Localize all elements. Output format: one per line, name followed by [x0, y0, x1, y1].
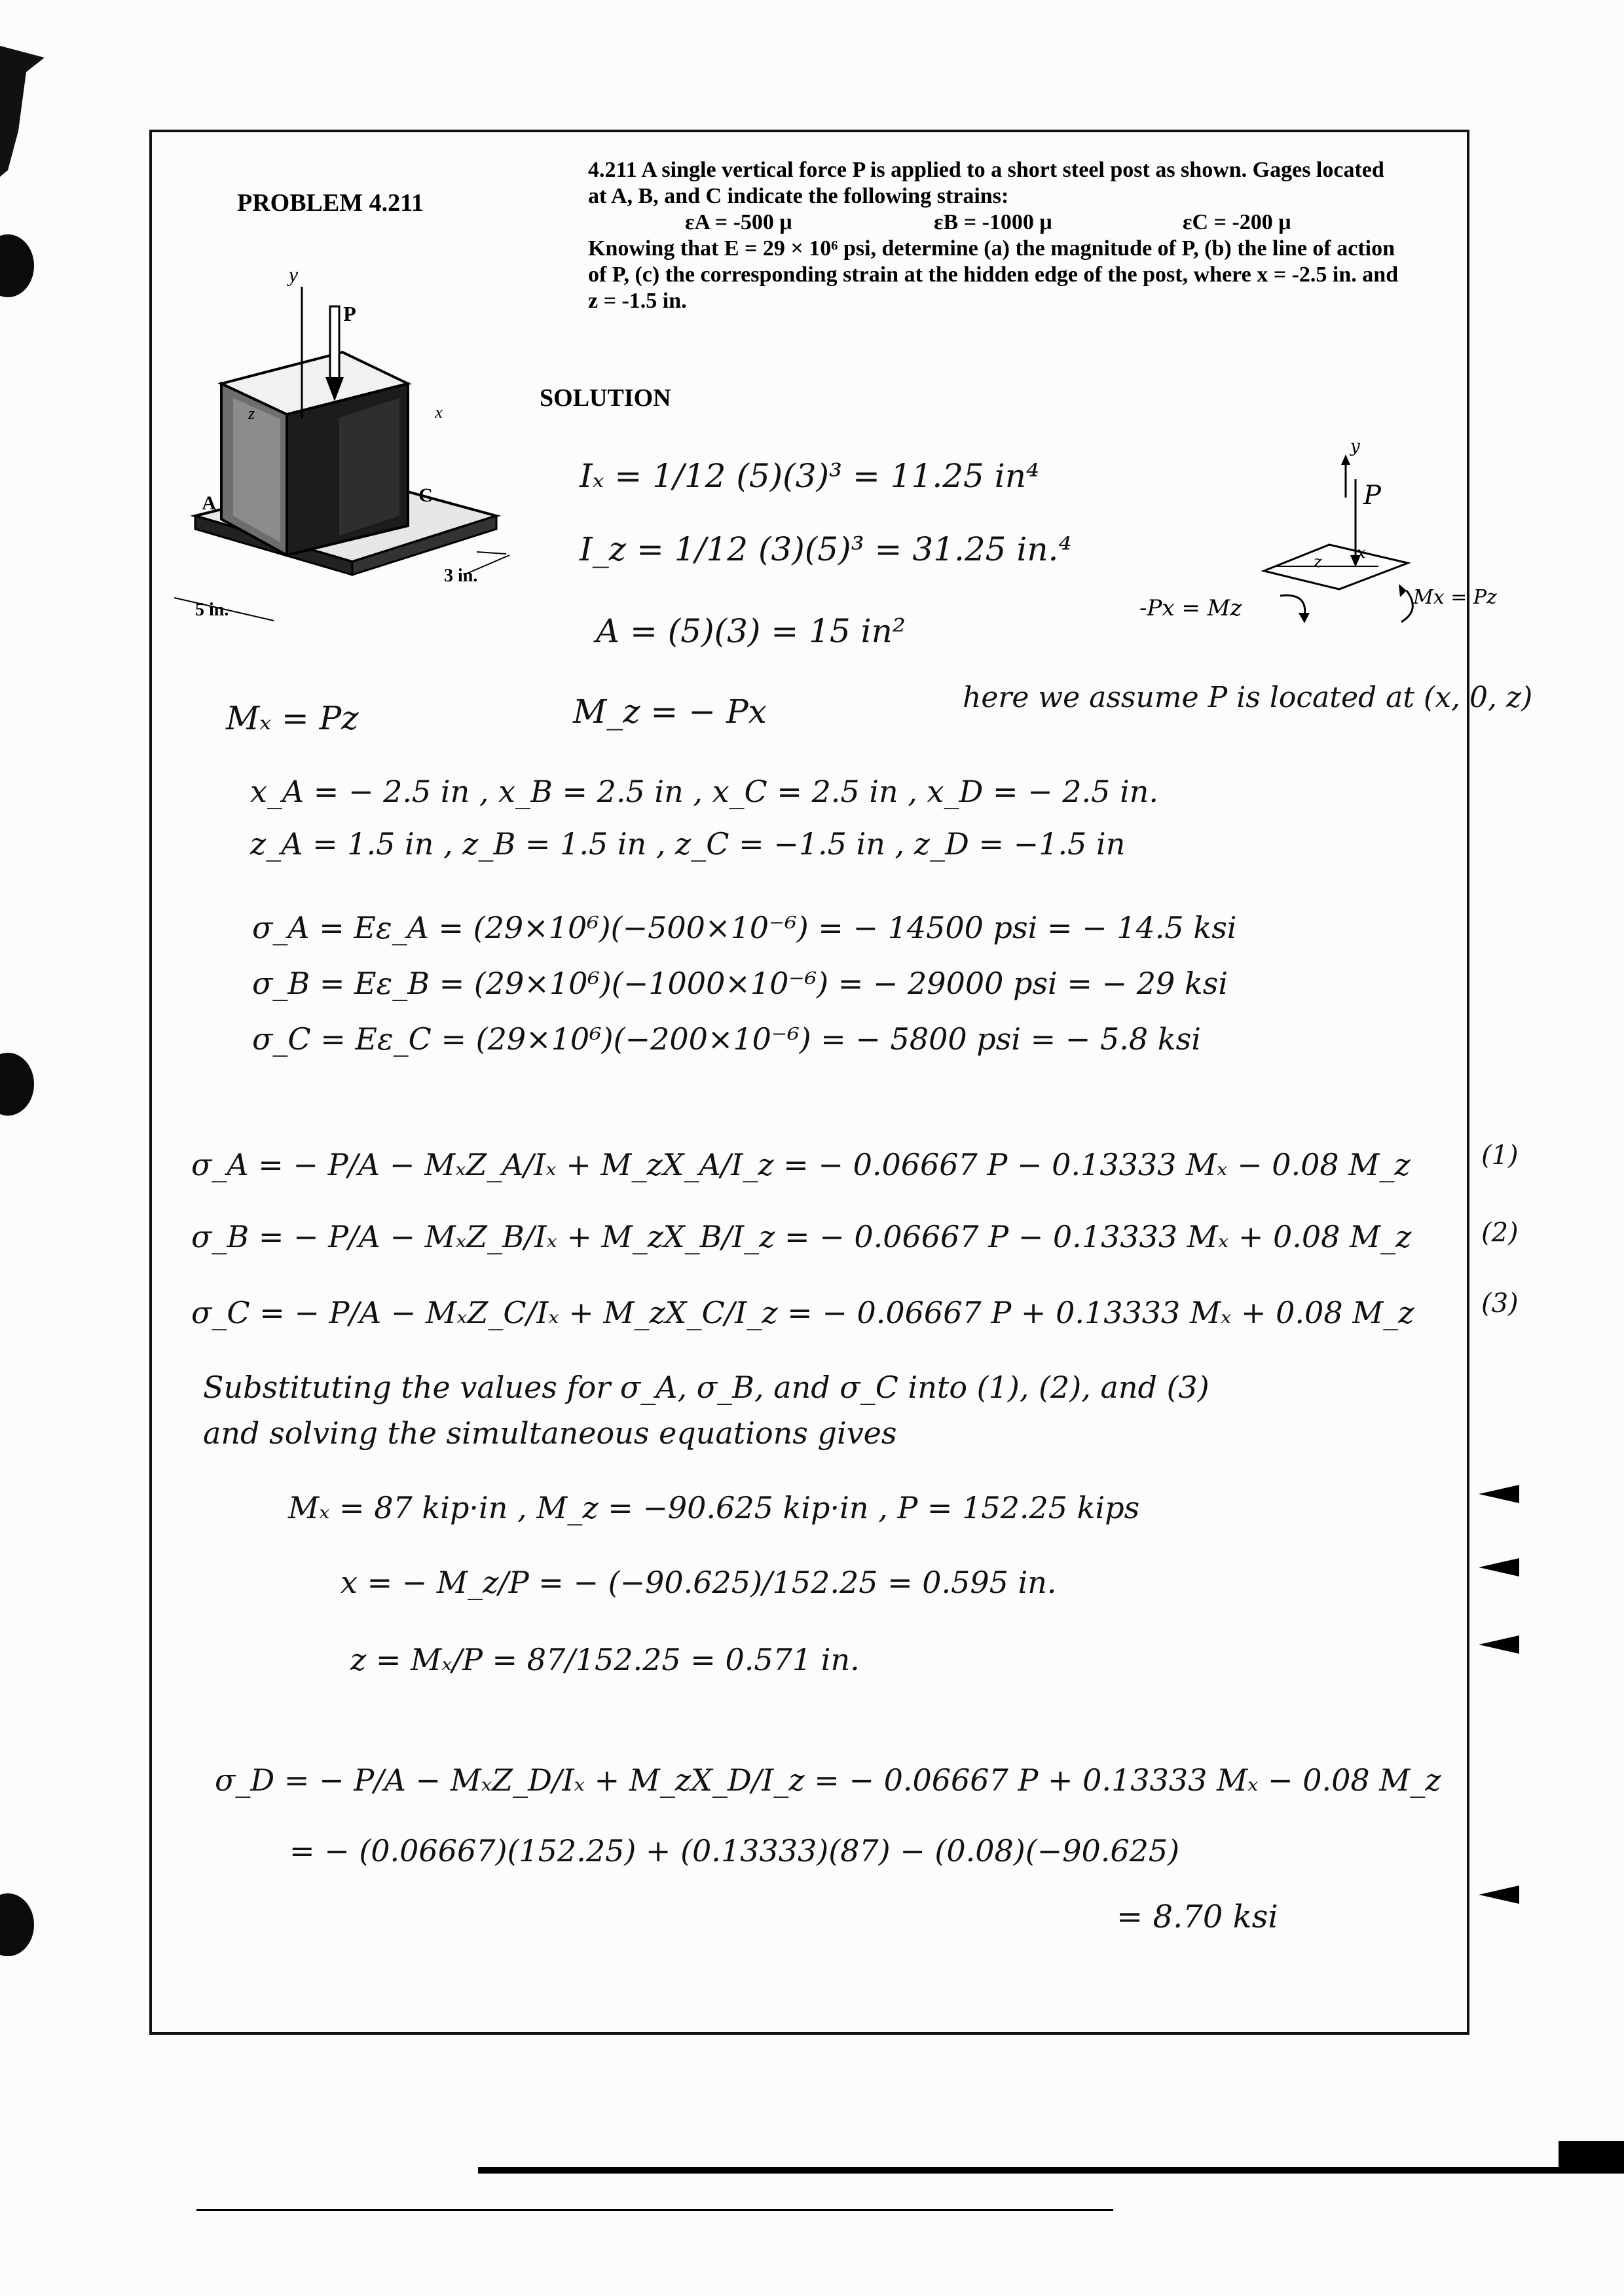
sketch-left-moment: -Px = Mz: [1139, 595, 1242, 621]
statement-line-1: 4.211 A single vertical force P is applied to a short steel post as shown. Gages located: [588, 158, 1384, 182]
equation-3-tag: (3): [1481, 1288, 1519, 1319]
strain-b: εB = -1000 μ: [934, 210, 1052, 234]
corner-scan-mark: [0, 46, 46, 177]
post-label-c: C: [418, 484, 433, 506]
equation-2-tag: (2): [1481, 1218, 1519, 1248]
post-label-3in: 3 in.: [444, 566, 478, 586]
punch-hole-2: [0, 1053, 34, 1116]
scan-line: [196, 2209, 1113, 2211]
equation-2: σ_B = − P/A − MₓZ_B/Iₓ + M_zX_B/I_z = − 0.06667 P − 0.13333 Mₓ + 0.08 M_z: [191, 1219, 1412, 1254]
sketch-label-p: P: [1363, 481, 1381, 511]
x-coordinates: x_A = − 2.5 in , x_B = 2.5 in , x_C = 2.5 in , x_D = − 2.5 in.: [250, 774, 1159, 809]
stress-d-substitution: = − (0.06667)(152.25) + (0.13333)(87) − (0.08)(−90.625): [289, 1833, 1180, 1868]
sketch-label-z: z: [1314, 553, 1322, 571]
stress-d-equation: σ_D = − P/A − MₓZ_D/Iₓ + M_zX_D/I_z = − 0.06667 P + 0.13333 Mₓ − 0.08 M_z: [215, 1762, 1441, 1798]
stress-a: σ_A = Eε_A = (29×10⁶)(−500×10⁻⁶) = − 14500 psi = − 14.5 ksi: [252, 910, 1237, 945]
strain-a: εA = -500 μ: [685, 210, 792, 234]
post-label-x: x: [435, 403, 443, 422]
z-coordinates: z_A = 1.5 in , z_B = 1.5 in , z_C = −1.5 in , z_D = −1.5 in: [250, 826, 1126, 862]
statement-line-5: z = -1.5 in.: [588, 289, 687, 313]
answer-marker-1: [1479, 1485, 1519, 1503]
x-result: x = − M_z/P = − (−90.625)/152.25 = 0.595 in.: [341, 1565, 1057, 1600]
substitution-text: Substituting the values for σ_A, σ_B, and σ_C into (1), (2), and (3): [203, 1370, 1209, 1405]
scan-bar-2: [1559, 2141, 1624, 2174]
sketch-label-y: y: [1350, 437, 1360, 456]
stress-b: σ_B = Eε_B = (29×10⁶)(−1000×10⁻⁶) = − 29000 psi = − 29 ksi: [252, 966, 1228, 1001]
stress-d-result: = 8.70 ksi: [1116, 1899, 1278, 1935]
answer-marker-2: [1479, 1558, 1519, 1576]
load-sketch: [1113, 432, 1519, 642]
solution-label: SOLUTION: [540, 384, 671, 412]
problem-statement: [588, 157, 1485, 314]
strain-values: [588, 210, 1485, 236]
equation-3: σ_C = − P/A − MₓZ_C/Iₓ + M_zX_C/I_z = − 0.06667 P + 0.13333 Mₓ + 0.08 M_z: [191, 1295, 1414, 1330]
scan-bar-1: [478, 2167, 1624, 2174]
punch-hole-3: [0, 1893, 34, 1956]
moment-of-inertia-x: Iₓ = 1/12 (5)(3)³ = 11.25 in⁴: [580, 457, 1040, 495]
post-label-5in: 5 in.: [195, 600, 229, 620]
stress-c: σ_C = Eε_C = (29×10⁶)(−200×10⁻⁶) = − 5800 psi = − 5.8 ksi: [252, 1021, 1201, 1057]
post-label-p: P: [343, 302, 356, 325]
z-result: z = Mₓ/P = 87/152.25 = 0.571 in.: [350, 1642, 860, 1677]
punch-hole-1: [0, 234, 34, 297]
assumption-note: here we assume P is located at (x, 0, z): [963, 681, 1533, 714]
equation-1: σ_A = − P/A − MₓZ_A/Iₓ + M_zX_A/I_z = − 0.06667 P − 0.13333 Mₓ − 0.08 M_z: [191, 1147, 1411, 1182]
answer-marker-4: [1479, 1886, 1519, 1904]
sketch-label-x: x: [1357, 543, 1366, 562]
moment-mx: Mₓ = Pz: [226, 699, 359, 737]
statement-line-2: at A, B, and C indicate the following strains:: [588, 184, 1009, 208]
results-line: Mₓ = 87 kip·in , M_z = −90.625 kip·in , P = 152.25 kips: [288, 1490, 1140, 1525]
strain-c: εC = -200 μ: [1183, 210, 1291, 234]
problem-title: PROBLEM 4.211: [237, 189, 424, 217]
statement-line-4: of P, (c) the corresponding strain at the hidden edge of the post, where x = -2.5 in. and: [588, 263, 1399, 287]
moment-mz: M_z = − Px: [573, 693, 767, 731]
statement-line-3: Knowing that E = 29 × 10⁶ psi, determine (a) the magnitude of P, (b) the line of action: [588, 236, 1395, 261]
answer-marker-3: [1479, 1635, 1519, 1654]
post-label-z: z: [248, 404, 255, 423]
post-figure: [156, 267, 523, 634]
sketch-right-moment: Mx = Pz: [1413, 586, 1497, 609]
post-label-a: A: [202, 492, 216, 514]
post-label-y: y: [288, 267, 299, 286]
cross-section-area: A = (5)(3) = 15 in²: [596, 612, 906, 650]
equation-1-tag: (1): [1481, 1140, 1519, 1171]
solving-text: and solving the simultaneous equations gives: [203, 1415, 897, 1451]
moment-of-inertia-z: I_z = 1/12 (3)(5)³ = 31.25 in.⁴: [580, 530, 1072, 568]
